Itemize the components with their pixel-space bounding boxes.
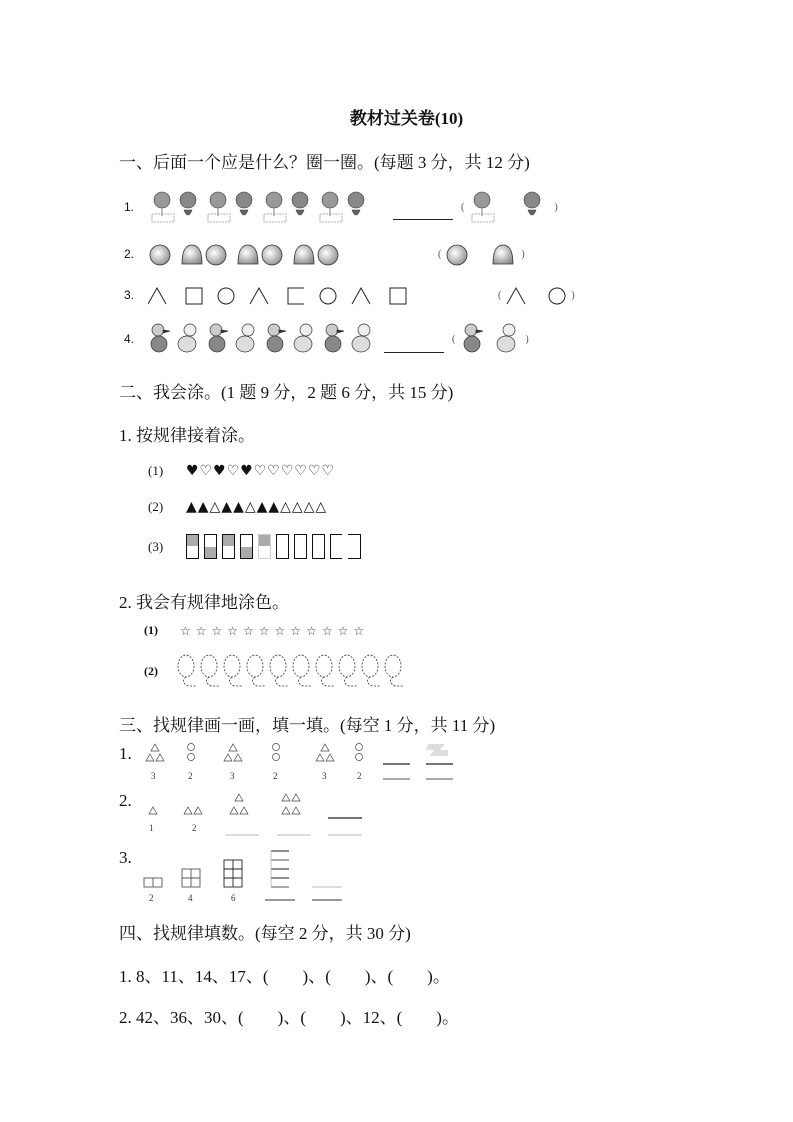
box-pattern-icon[interactable] — [186, 534, 371, 560]
s3-q2-label: 2. — [119, 791, 132, 810]
question-1-3: 3. ( ) — [124, 284, 575, 306]
answer-blank[interactable] — [384, 352, 444, 353]
page-title: 教材过关卷(10) — [349, 109, 464, 128]
question-number: 1. — [124, 200, 135, 214]
section-2-q1-heading: 1. 按规律接着涂。 — [119, 426, 255, 445]
section-3-heading: 三、找规律画一画，填一填。(每空 1 分，共 11 分) — [119, 716, 496, 735]
fruit-options-icon[interactable] — [441, 240, 521, 268]
shape-options-icon[interactable] — [501, 284, 571, 306]
s3-q3-pattern-icon — [140, 848, 380, 902]
heart-icons[interactable]: ♥♡♥♡♥♡♡♡♡♡♡ — [186, 463, 336, 479]
flower-options-icon[interactable] — [464, 190, 554, 224]
question-1-1: 1. ( ) — [124, 190, 558, 224]
balloon-row: (2) — [144, 654, 406, 688]
duck-options-icon[interactable] — [455, 322, 525, 356]
star-icons[interactable]: ☆☆☆☆☆☆☆☆☆☆☆☆ — [180, 623, 370, 638]
triangle-icons[interactable]: ▲▲△▲▲△▲▲△△△△ — [186, 499, 328, 515]
balloon-icons[interactable] — [176, 654, 406, 688]
box-row: (3) — [148, 534, 371, 560]
section-2-heading: 二、我会涂。(1 题 9 分，2 题 6 分，共 15 分) — [119, 383, 454, 402]
heart-row: (1) ♥♡♥♡♥♡♡♡♡♡♡ — [148, 463, 336, 479]
question-1-4: 4. ( ) — [124, 322, 529, 356]
question-number: 4. — [124, 332, 135, 346]
s3-q2-pattern-icon — [140, 790, 370, 840]
section-1-heading: 一、后面一个应是什么？圈一圈。(每题 3 分，共 12 分) — [119, 153, 530, 172]
s3-q3-label: 3. — [119, 848, 132, 867]
section-4-line-1[interactable]: 1. 8、11、14、17、( )、( )、( )。 — [119, 967, 450, 986]
question-number: 3. — [124, 288, 135, 302]
section-4-line-2[interactable]: 2. 42、36、30、( )、( )、12、( )。 — [119, 1008, 459, 1027]
question-1-2: 2. ( ) — [124, 240, 525, 268]
star-row: (1) ☆☆☆☆☆☆☆☆☆☆☆☆ — [144, 623, 370, 638]
duck-sequence-icon — [148, 322, 378, 356]
shape-sequence-icon — [148, 284, 418, 306]
flower-sequence-icon — [148, 190, 383, 224]
question-number: 2. — [124, 247, 135, 261]
answer-blank[interactable] — [393, 219, 453, 220]
section-4-heading: 四、找规律填数。(每空 2 分，共 30 分) — [119, 924, 411, 943]
s3-q1-label: 1. — [119, 744, 132, 763]
section-2-q2-heading: 2. 我会有规律地涂色。 — [119, 593, 289, 612]
triangle-row: (2) ▲▲△▲▲△▲▲△△△△ — [148, 499, 328, 515]
fruit-sequence-icon — [148, 240, 348, 268]
